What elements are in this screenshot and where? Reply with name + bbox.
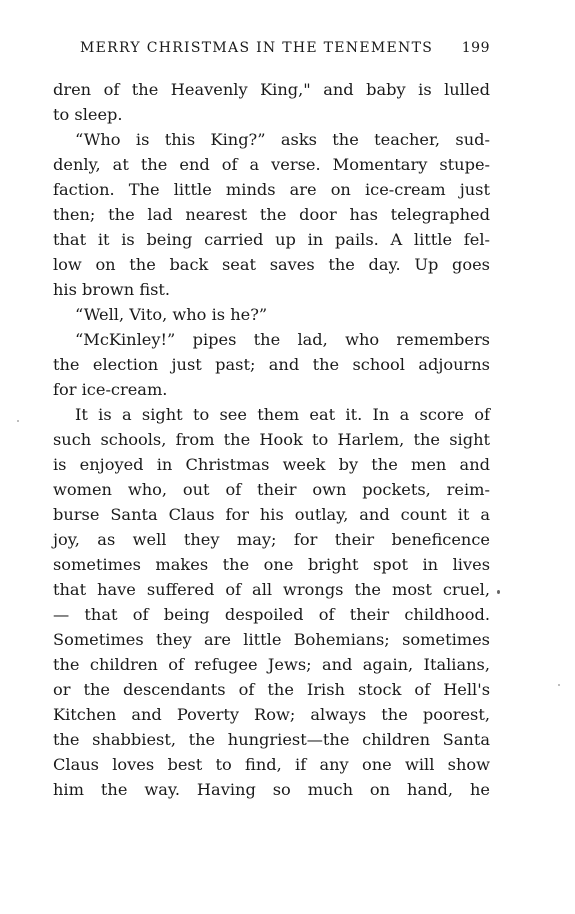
text-line: — that of being despoiled of their childhood. (53, 605, 490, 624)
running-title: MERRY CHRISTMAS IN THE TENEMENTS (80, 40, 434, 56)
text-line: low on the back seat saves the day. Up goes (53, 255, 490, 274)
text-line: denly, at the end of a verse. Momentary stupe- (53, 155, 490, 174)
text-line: It is a sight to see them eat it. In a score of (75, 405, 490, 424)
text-line: faction. The little minds are on ice-cream just (53, 180, 490, 199)
ink-speck (497, 590, 500, 594)
text-line: that have suffered of all wrongs the most cruel, (53, 580, 490, 599)
text-line: dren of the Heavenly King," and baby is lulled (53, 80, 490, 99)
text-line: Claus loves best to find, if any one will show (53, 755, 490, 774)
text-line: his brown fist. (53, 280, 171, 299)
text-line: “Who is this King?” asks the teacher, sud- (75, 130, 490, 149)
text-line: for ice-cream. (53, 380, 168, 399)
text-line: Sometimes they are little Bohemians; sometimes (53, 630, 490, 649)
text-line: then; the lad nearest the door has telegraphed (53, 205, 490, 224)
text-line: to sleep. (53, 105, 123, 124)
text-line: “McKinley!” pipes the lad, who remembers (75, 330, 490, 349)
text-line: him the way. Having so much on hand, he (53, 780, 490, 799)
text-line: the children of refugee Jews; and again, Italians, (53, 655, 490, 674)
body-text (53, 77, 490, 802)
text-line: joy, as well they may; for their beneficence (53, 530, 490, 549)
running-header (80, 40, 490, 62)
text-line: sometimes makes the one bright spot in lives (53, 555, 490, 574)
text-line: burse Santa Claus for his outlay, and count it a (53, 505, 490, 524)
text-line: such schools, from the Hook to Harlem, the sight (53, 430, 490, 449)
text-line: “Well, Vito, who is he?” (75, 305, 268, 324)
text-line: women who, out of their own pockets, reim- (53, 480, 490, 499)
text-line: the shabbiest, the hungriest—the children Santa (53, 730, 490, 749)
text-line: that it is being carried up in pails. A little fel- (53, 230, 490, 249)
ink-speck (558, 684, 560, 686)
text-line: the election just past; and the school adjourns (53, 355, 490, 374)
ink-speck (17, 420, 19, 422)
text-line: is enjoyed in Christmas week by the men and (53, 455, 490, 474)
text-line: or the descendants of the Irish stock of Hell's (53, 680, 490, 699)
page-number: 199 (461, 40, 490, 56)
text-line: Kitchen and Poverty Row; always the poorest, (53, 705, 490, 724)
